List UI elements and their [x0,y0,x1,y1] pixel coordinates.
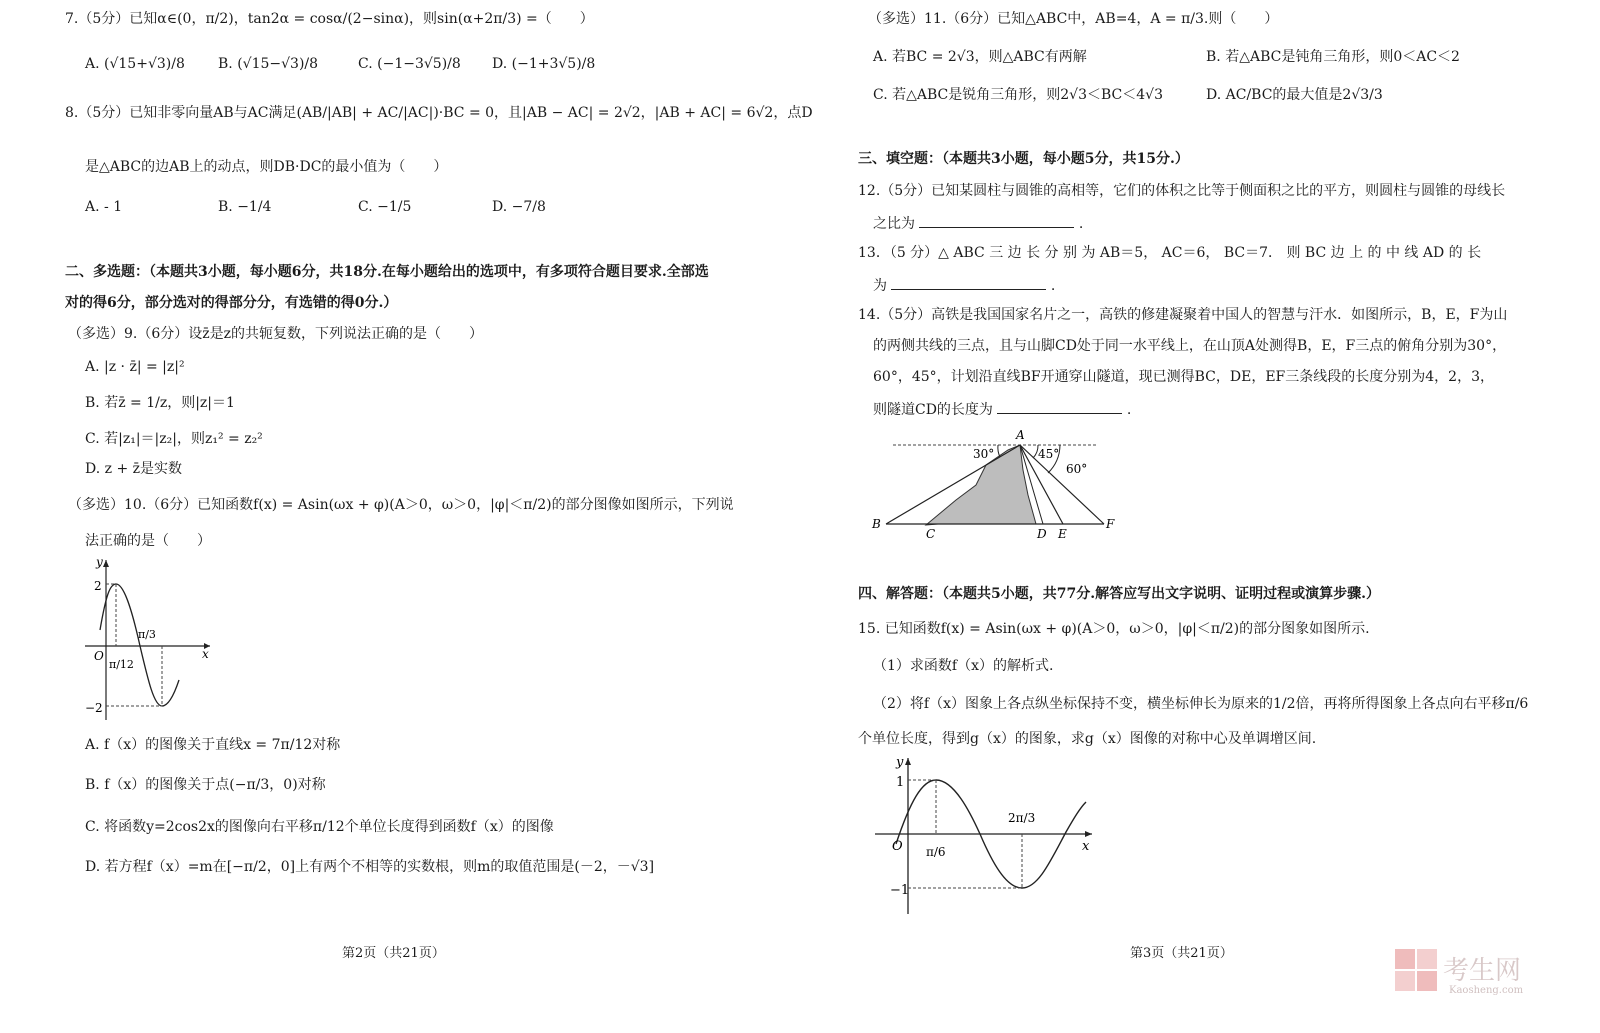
q8-line2: 是△ABC的边AB上的动点，则DB·DC的最小值为（ ） [85,159,448,175]
q11-option-b: B. 若△ABC是钝角三角形，则0＜AC＜2 [1206,49,1460,65]
q7-option-d: D. (−1+3√5)/8 [492,56,596,72]
q7-stem: 7.（5分）已知α∈(0，π/2)，tan2α = cosα/(2−sinα)，则sin(α+2π/3) =（ ） [65,11,594,27]
x-2pi3-label: 2π/3 [1008,811,1036,825]
q12-answer-blank[interactable] [919,213,1074,228]
q10-line1: （多选）10.（6分）已知函数f(x) = Asin(ωx + φ)(A＞0，ω＞0，|φ|＜π/2)的部分图像如图所示，下列说 [68,497,734,513]
watermark-cn: 考生网 [1443,956,1522,986]
watermark-logo [1393,945,1553,1000]
q15-part1: （1）求函数f（x）的解析式. [873,658,1054,674]
x-pi6-label: π/6 [926,845,946,859]
label-F: F [1106,517,1115,531]
x-pi12-label: π/12 [109,658,134,671]
angle-30-label: 30° [973,447,995,461]
q15-part2-line1: （2）将f（x）图象上各点纵坐标保持不变，横坐标伸长为原来的1/2倍，再将所得图象上各点向右平移π/6 [873,696,1529,712]
q13-line1: 13．（5 分）△ ABC 三 边 长 分 别 为 AB＝5， AC＝6， BC＝7． 则 BC 边 上 的 中 线 AD 的 长 [858,245,1482,261]
label-D: D [1037,527,1047,541]
y-axis-arrow-icon [905,758,911,765]
angle-60-label: 60° [1066,462,1088,476]
q9-option-b: B. 若z̄ = 1/z，则|z|＝1 [85,395,235,411]
label-A: A [1016,428,1025,442]
q10-option-d: D. 若方程f（x）=m在[−π/2，0]上有两个不相等的实数根，则m的取值范围是(－2，－√3] [85,859,655,875]
q13-answer-blank[interactable] [891,275,1046,290]
q10-line2: 法正确的是（ ） [85,533,211,549]
q9-stem: （多选）9.（6分）设z̄是z的共轭复数，下列说法正确的是（ ） [68,326,484,342]
q11-stem: （多选）11.（6分）已知△ABC中，AB=4，A = π/3.则（ ） [868,11,1279,27]
q9-option-c: C. 若|z₁|＝|z₂|，则z₁² = z₂² [85,431,263,447]
q8-option-a: A. - 1 [85,199,123,215]
label-E: E [1058,527,1067,541]
section2-heading-line2: 对的得6分，部分选对的得部分分，有选错的得0分.） [65,295,398,311]
section4-heading: 四、解答题：（本题共5小题，共77分.解答应写出文字说明、证明过程或演算步骤.） [858,586,1380,602]
origin-label: O [892,839,903,854]
q7-option-b: B. (√15−√3)/8 [218,56,319,72]
y-label: y [96,555,103,569]
q10-function-graph [80,550,240,725]
section2-heading-line1: 二、多选题：（本题共3小题，每小题6分，共18分.在每小题给出的选项中，有多项符合题目要求.全部选 [65,264,709,280]
right-page-footer: 第3页（共21页） [1130,946,1233,961]
section3-heading: 三、填空题：（本题共3小题，每小题5分，共15分.） [858,151,1189,167]
q10-option-a: A. f（x）的图像关于直线x = 7π/12对称 [85,737,341,753]
kaosheng-logo-icon [1393,945,1553,1000]
x-pi3-label: π/3 [138,628,156,641]
q10-option-b: B. f（x）的图像关于点(−π/3，0)对称 [85,777,326,793]
label-B: B [872,517,881,531]
left-page-footer: 第2页（共21页） [342,946,445,961]
q13-line2: 为 . [873,275,1055,295]
q15-function-graph [870,752,1100,917]
x-label: x [202,647,209,661]
q11-option-a: A. 若BC = 2√3，则△ABC有两解 [873,49,1087,65]
q8-option-b: B. −1/4 [218,199,272,215]
q11-option-c: C. 若△ABC是锐角三角形，则2√3＜BC＜4√3 [873,87,1163,103]
q14-answer-blank[interactable] [997,399,1122,414]
q14-line3: 60°，45°，计划沿直线BF开通穿山隧道，现已测得BC，DE，EF三条线段的长度分别为4，2，3， [873,369,1494,385]
q7-option-c: C. (−1−3√5)/8 [358,56,461,72]
q8-option-d: D. −7/8 [492,199,546,215]
y-axis-arrow-icon [103,560,109,567]
label-C: C [926,527,936,541]
y-bottom-label: −1 [890,883,910,898]
angle-30-arc [998,445,1000,457]
q12-line2: 之比为 . [873,213,1083,233]
q8-option-c: C. −1/5 [358,199,412,215]
q14-line4: 则隧道CD的长度为 . [873,399,1131,419]
q15-part2-line2: 个单位长度，得到g（x）的图象，求g（x）图像的对称中心及单调增区间. [858,731,1317,747]
q7-option-a: A. (√15+√3)/8 [85,56,185,72]
origin-label: O [94,649,104,663]
q14-line2: 的两侧共线的三点，且与山脚CD处于同一水平线上，在山顶A处测得B，E，F三点的俯角分别为30°， [873,338,1507,354]
y-top-label: 2 [94,579,102,593]
q12-line1: 12.（5分）已知某圆柱与圆锥的高相等，它们的体积之比等于侧面积之比的平方，则圆柱与圆锥的母线长 [858,183,1506,199]
q14-tunnel-figure [868,425,1118,545]
angle-45-label: 45° [1038,447,1060,461]
q9-option-a: A. |z · z̄| = |z|² [85,359,185,375]
q8-line1: 8.（5分）已知非零向量AB与AC满足(AB/|AB| + AC/|AC|)·BC = 0，且|AB − AC| = 2√2，|AB + AC| = 6√2，点D [65,105,813,121]
sine-curve [100,584,179,706]
x-axis-arrow-icon [1085,831,1092,837]
x-label: x [1082,839,1090,854]
q10-option-c: C. 将函数y=2cos2x的图像向右平移π/12个单位长度得到函数f（x）的图像 [85,819,554,835]
q11-option-d: D. AC/BC的最大值是2√3/3 [1206,87,1383,103]
y-bottom-label: −2 [85,701,103,715]
q9-option-d: D. z + z̄是实数 [85,461,183,477]
q15-stem: 15. 已知函数f(x) = Asin(ωx + φ)(A＞0，ω＞0，|φ|＜π/2)的部分图象如图所示. [858,621,1370,637]
y-label: y [896,755,904,770]
y-top-label: 1 [896,775,905,790]
q14-line1: 14.（5分）高铁是我国国家名片之一，高铁的修建凝聚着中国人的智慧与汗水．如图所示，B，E，F为山 [858,307,1508,323]
watermark-en: Kaosheng.com [1449,985,1524,996]
